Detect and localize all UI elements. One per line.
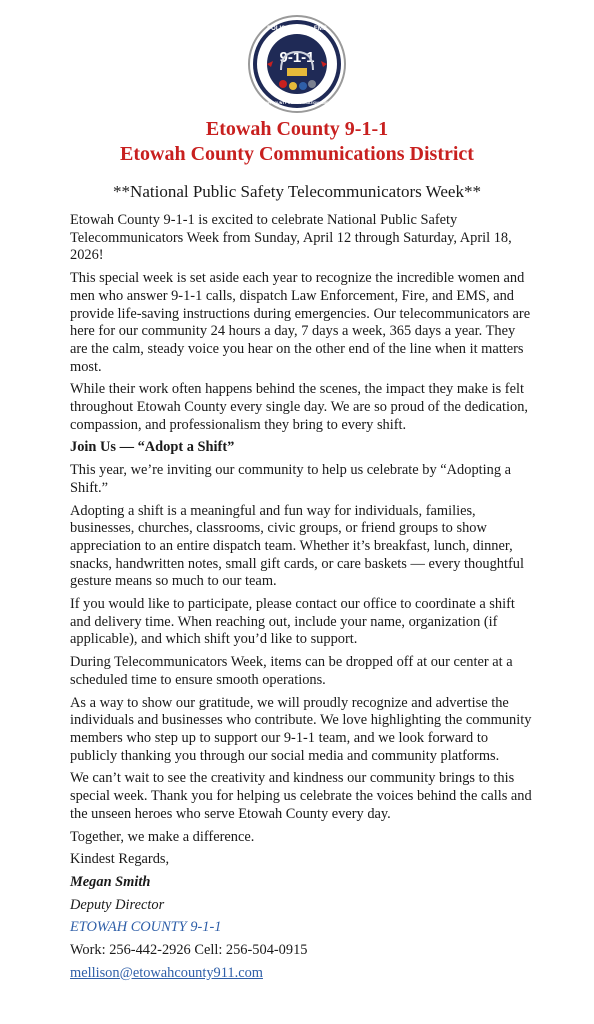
closing: Kindest Regards, [70, 851, 170, 868]
paragraph: We can’t wait to see the creativity and kindness our community brings to this special week. Thank you for helping us celebrate the voices behind the calls and the unseen heroes who serve Etowah County every day. [70, 770, 532, 822]
logo-top-text: POLICE · FIRE · EMS [267, 26, 327, 32]
paragraph: This year, we’re inviting our community to help us celebrate by “Adopting a Shift.” [70, 462, 512, 496]
signature-block [70, 874, 532, 983]
sheriff-badge-icon [308, 80, 316, 88]
paragraph: Together, we make a difference. [70, 828, 255, 845]
subject-line: **National Public Safety Telecommunicators Week** [113, 182, 481, 201]
header-title: Etowah County 9-1-1 [205, 118, 389, 140]
paragraph: Etowah County 9-1-1 is excited to celebrate National Public Safety Telecommunicators Week from Sunday, April 12 through Saturday, April 18, 2026! [70, 212, 512, 264]
logo-center-text: 9-1-1 [279, 49, 315, 66]
paragraph: Adopting a shift is a meaningful and fun way for individuals, families, businesses, churches, classrooms, civic groups, or friend groups to show appreciation to an entire dispatch team. Whether it’s breakfast, lunch, dinner, snacks, handwritten notes, small gift cards, or care baskets — every thoughtful gesture means so much to our team. [70, 502, 524, 590]
etowah-911-logo [247, 14, 347, 114]
section-heading: Join Us — “Adopt a Shift” [70, 439, 235, 456]
signer-name: Megan Smith [70, 873, 151, 890]
signer-organization: ETOWAH COUNTY 9-1-1 [70, 919, 222, 936]
paragraph: As a way to show our gratitude, we will proudly recognize and advertise the individuals and businesses who contribute. We love highlighting the community members who step up to support our 9-1-1 team, and we look forward to publicly thanking you through our social media and community platforms. [70, 694, 532, 764]
letter-body [70, 212, 532, 982]
signer-email-link[interactable]: mellison@etowahcounty911.com [70, 964, 263, 981]
fire-badge-icon [279, 80, 287, 88]
paragraph: During Telecommunicators Week, items can be dropped off at our center at a scheduled time to ensure smooth operations. [70, 654, 513, 688]
paragraph: If you would like to participate, please contact our office to coordinate a shift and delivery time. When reaching out, include your name, organization (if applicable), and which shift you’d like to support. [70, 596, 515, 648]
signer-title: Deputy Director [70, 896, 165, 913]
paragraph: While their work often happens behind the scenes, the impact they make is felt throughout Etowah County every single day. We are so proud of the dedication, compassion, and professionalism they bring to every shift. [70, 381, 529, 433]
ems-star-icon [299, 82, 307, 90]
logo-bottom-text: ETOWAH COUNTY COMMUNICATIONS DISTRICT [255, 101, 339, 105]
header-subtitle: Etowah County Communications District [120, 143, 474, 165]
paragraph: This special week is set aside each year to recognize the incredible women and men who answer 9-1-1 calls, dispatch Law Enforcement, Fire, and EMS, and provide life-saving instructions during emergencies. Our telecommunicators are here for our community 24 hours a day, 7 days a week, 365 days a year. They are the calm, steady voice you hear on the other end of the line when it matters most. [70, 270, 531, 375]
police-badge-icon [289, 82, 297, 90]
signer-phone: Work: 256-442-2926 Cell: 256-504-0915 [70, 942, 308, 959]
